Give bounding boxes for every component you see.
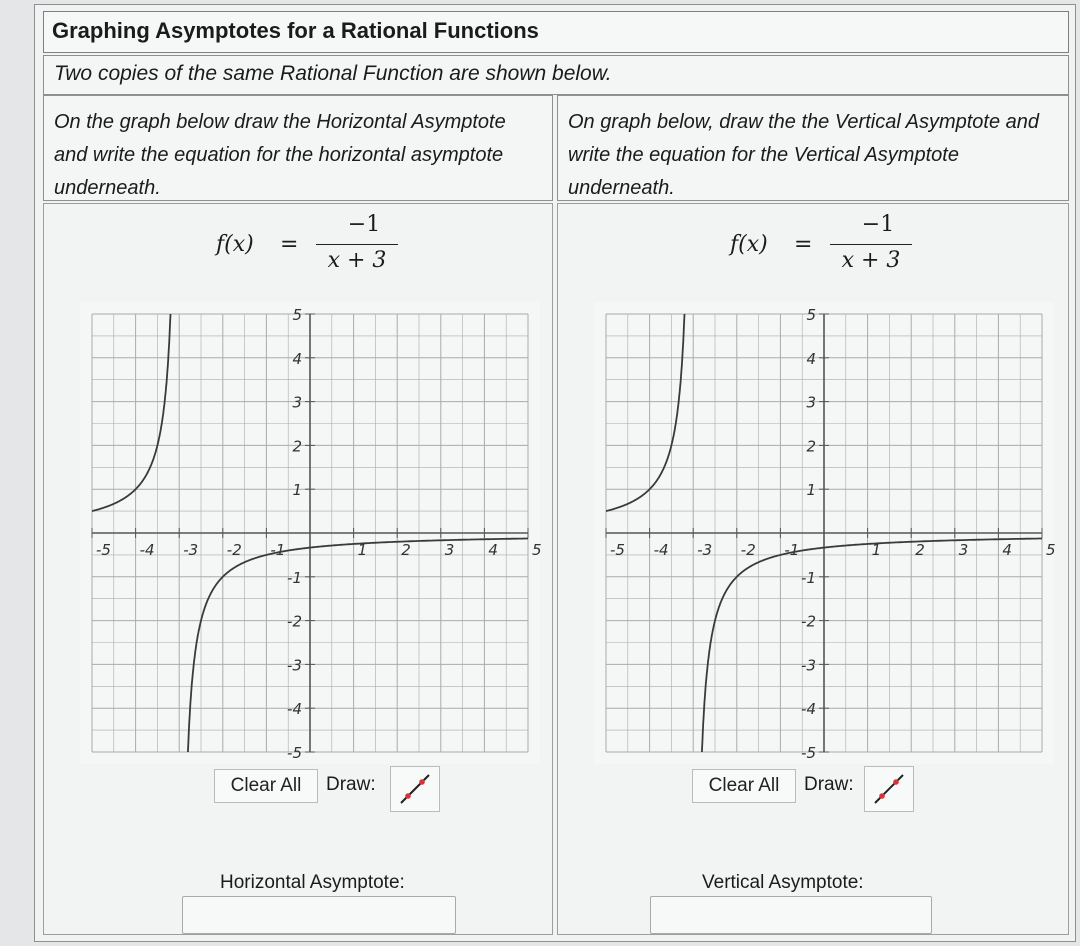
assignment-sheet — [34, 4, 1076, 942]
x-tick-label: -1 — [270, 541, 286, 559]
horizontal-asymptote-input[interactable] — [182, 896, 456, 934]
line-segment-tool-icon — [865, 767, 913, 811]
y-tick-label: -4 — [801, 700, 816, 719]
instructions-text-right: On graph below, draw the the Vertical Asymptote and write the equation for the Vertical Asymptote underneath. — [568, 111, 1040, 199]
formula-numerator: −1 — [861, 212, 895, 237]
x-tick-label: 4 — [488, 541, 498, 559]
y-tick-label: 4 — [806, 349, 816, 368]
y-tick-label: -4 — [287, 700, 302, 719]
y-tick-label: -2 — [801, 612, 816, 631]
x-tick-label: 2 — [401, 541, 411, 559]
y-tick-label: 4 — [292, 349, 302, 368]
y-tick-label: 2 — [292, 437, 302, 456]
vertical-asymptote-label: Vertical Asymptote: — [702, 872, 864, 893]
instructions-text-left: On the graph below draw the Horizontal Asymptote and write the equation for the horizontal asymptote underneath. — [54, 111, 506, 199]
x-tick-label: -4 — [139, 541, 155, 559]
x-tick-label: 1 — [357, 541, 368, 559]
panel-horizontal-asymptote — [43, 203, 553, 935]
x-tick-label: -4 — [653, 541, 669, 559]
x-tick-label: -1 — [784, 541, 800, 559]
instructions-vertical — [557, 95, 1069, 201]
graph-left[interactable] — [80, 302, 540, 764]
x-tick-label: 5 — [1046, 541, 1056, 559]
page-title: Graphing Asymptotes for a Rational Functions — [52, 18, 539, 43]
instructions-horizontal — [43, 95, 553, 201]
x-tick-label: 5 — [532, 541, 542, 559]
formula-denominator: x + 3 — [841, 248, 901, 273]
y-tick-label: 1 — [292, 481, 302, 500]
line-tool-button[interactable] — [390, 766, 440, 812]
y-tick-label: 5 — [292, 306, 302, 324]
y-tick-label: -3 — [287, 656, 302, 675]
vertical-asymptote-input[interactable] — [650, 896, 932, 934]
x-tick-label: 2 — [915, 541, 925, 559]
formula-equals: = — [280, 232, 299, 257]
formula-equals: = — [794, 232, 813, 257]
function-formula-left — [216, 212, 416, 276]
line-tool-button[interactable] — [864, 766, 914, 812]
clear-all-button[interactable]: Clear All — [214, 769, 318, 803]
x-tick-label: 3 — [444, 541, 455, 559]
y-tick-label: -5 — [801, 744, 816, 762]
y-tick-label: 2 — [806, 437, 816, 456]
y-tick-label: 5 — [806, 306, 816, 324]
intro-row — [43, 55, 1069, 95]
draw-label: Draw: — [326, 774, 376, 795]
x-tick-label: -2 — [740, 541, 756, 559]
function-formula-right — [730, 212, 930, 276]
x-tick-label: -5 — [96, 541, 111, 559]
draw-label: Draw: — [804, 774, 854, 795]
formula-denominator: x + 3 — [327, 248, 387, 273]
y-tick-label: 1 — [806, 481, 816, 500]
x-tick-label: 1 — [871, 541, 882, 559]
fraction-bar — [316, 244, 398, 245]
y-tick-label: -3 — [801, 656, 816, 675]
x-tick-label: -3 — [697, 541, 713, 559]
horizontal-asymptote-label: Horizontal Asymptote: — [220, 872, 405, 893]
panel-vertical-asymptote — [557, 203, 1069, 935]
formula-numerator: −1 — [347, 212, 381, 237]
y-tick-label: -1 — [801, 568, 816, 587]
x-tick-label: -5 — [610, 541, 625, 559]
formula-lhs: f(x) — [730, 232, 768, 257]
y-tick-label: -5 — [287, 744, 302, 762]
graph-right[interactable] — [594, 302, 1054, 764]
x-tick-label: -3 — [183, 541, 199, 559]
x-tick-label: 4 — [1002, 541, 1012, 559]
clear-all-button[interactable]: Clear All — [692, 769, 796, 803]
intro-text: Two copies of the same Rational Function are shown below. — [54, 62, 612, 85]
formula-lhs: f(x) — [216, 232, 254, 257]
y-tick-label: 3 — [806, 393, 816, 412]
title-row — [43, 11, 1069, 53]
x-tick-label: 3 — [958, 541, 969, 559]
y-tick-label: -1 — [287, 568, 302, 587]
y-tick-label: -2 — [287, 612, 302, 631]
y-tick-label: 3 — [292, 393, 302, 412]
x-tick-label: -2 — [226, 541, 242, 559]
fraction-bar — [830, 244, 912, 245]
line-segment-tool-icon — [391, 767, 439, 811]
